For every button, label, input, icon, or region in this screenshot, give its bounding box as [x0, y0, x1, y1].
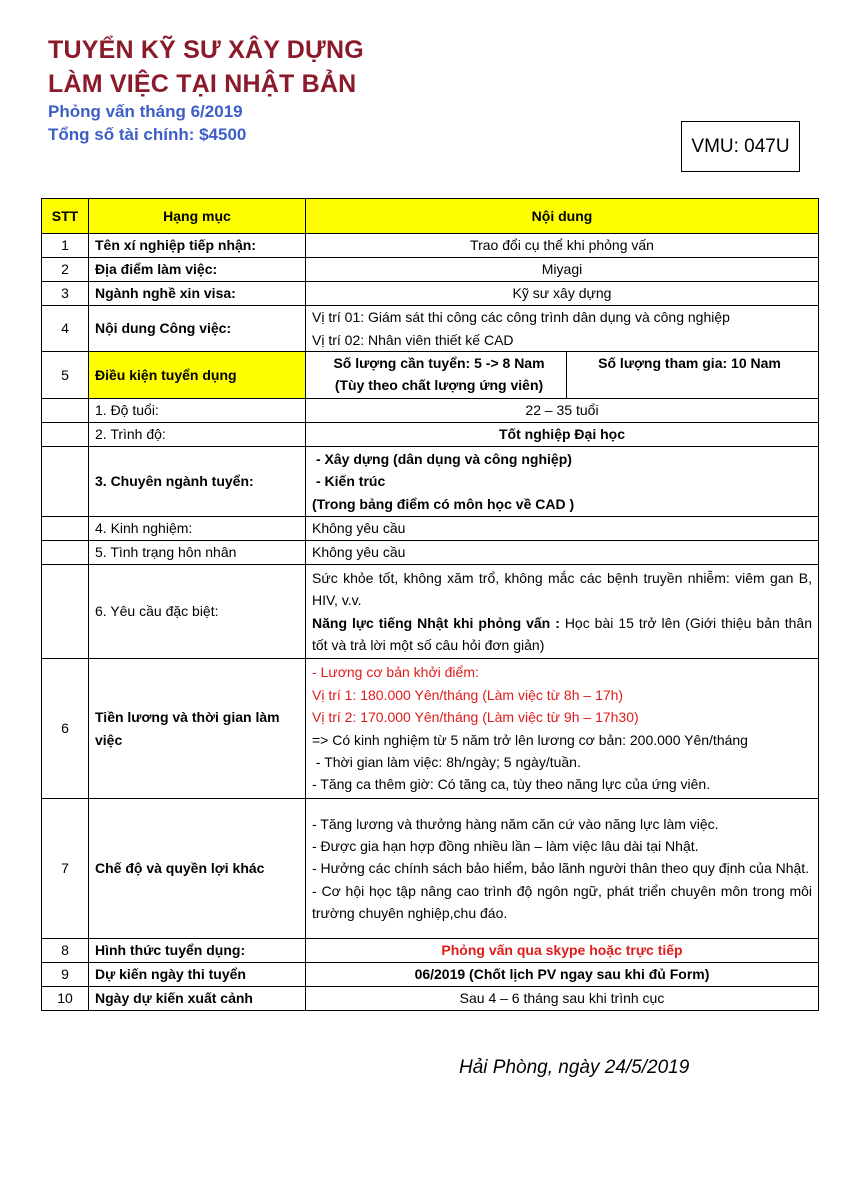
header-content: Nội dung: [306, 199, 819, 234]
interview-month: Phỏng vấn tháng 6/2019: [48, 102, 243, 121]
table-row: [42, 987, 819, 1011]
language-requirement-detail: Học bài 15 trở lên (Giới thiệu bản thân tốt và trả lời một số câu hỏi đơn giản): [312, 614, 812, 653]
benefit-1: - Tăng lương và thưởng hàng năm căn cứ vào năng lực làm việc.: [312, 815, 719, 832]
title-line-1: TUYỂN KỸ SƯ XÂY DỰNG: [48, 36, 364, 64]
table-row: [42, 799, 819, 939]
salary-experienced: => Có kinh nghiệm từ 5 năm trở lên lương cơ bản: 200.000 Yên/tháng: [312, 731, 748, 748]
job-position-1: Vị trí 01: Giám sát thi công các công trình dân dụng và công nghiệp: [312, 309, 730, 326]
row-content: Trao đổi cụ thể khi phỏng vấn: [306, 234, 819, 258]
recruit-quantity-note: (Tùy theo chất lượng ứng viên): [334, 377, 544, 394]
recruit-quantity-value: Số lượng cần tuyển: 5 -> 8 Nam: [333, 355, 545, 371]
benefit-4: - Cơ hội học tập nâng cao trình độ ngôn ngữ, phát triển chuyên môn trong môi trường chuyên nghiệp,chu đáo.: [312, 882, 812, 922]
row-stt: 2: [42, 258, 89, 282]
row-item: 4. Kinh nghiệm:: [89, 517, 306, 541]
row-content: 06/2019 (Chốt lịch PV ngay sau khi đủ Form): [306, 963, 819, 987]
benefit-2: - Được gia hạn hợp đồng nhiều lần – làm việc lâu dài tại Nhật.: [312, 837, 699, 854]
recruit-quantity: [312, 352, 567, 398]
row-stt-empty: [42, 423, 89, 447]
row-item: Chế độ và quyền lợi khác: [89, 799, 306, 939]
job-table: [41, 198, 819, 1011]
benefit-3: - Hưởng các chính sách bảo hiểm, bảo lãnh người thân theo quy định của Nhật.: [312, 860, 810, 877]
row-content: 22 – 35 tuổi: [306, 399, 819, 423]
table-row: [42, 541, 819, 565]
overtime: - Tăng ca thêm giờ: Có tăng ca, tùy theo năng lực của ứng viên.: [312, 776, 711, 793]
working-hours: - Thời gian làm việc: 8h/ngày; 5 ngày/tuần.: [312, 753, 581, 770]
row-item: Tiền lương và thời gian làm việc: [89, 659, 306, 799]
row-content: [306, 565, 819, 659]
salary-position-1: Vị trí 1: 180.000 Yên/tháng (Làm việc từ 8h – 17h): [312, 686, 624, 703]
row-stt: 6: [42, 659, 89, 799]
row-item: 1. Độ tuổi:: [89, 399, 306, 423]
table-row: [42, 939, 819, 963]
table-row: [42, 517, 819, 541]
row-stt: 10: [42, 987, 89, 1011]
header-stt: STT: [42, 199, 89, 234]
row-item: Hình thức tuyển dụng:: [89, 939, 306, 963]
row-item: Nội dung Công việc:: [89, 306, 306, 352]
row-stt: 5: [42, 352, 89, 399]
participant-quantity: Số lượng tham gia: 10 Nam: [598, 355, 781, 371]
row-content: [306, 352, 819, 399]
language-requirement: [312, 612, 812, 657]
major-2: - Kiến trúc: [316, 473, 386, 490]
language-requirement-label: Năng lực tiếng Nhật khi phỏng vấn :: [312, 614, 560, 631]
row-content: Miyagi: [306, 258, 819, 282]
row-item: 6. Yêu cầu đặc biệt:: [89, 565, 306, 659]
row-stt-empty: [42, 541, 89, 565]
place-date: Hải Phòng, ngày 24/5/2019: [459, 1057, 690, 1078]
row-item: Ngành nghề xin visa:: [89, 282, 306, 306]
row-content: Không yêu cầu: [306, 517, 819, 541]
table-row: [42, 659, 819, 799]
table-row: [42, 352, 819, 399]
health-requirement: Sức khỏe tốt, không xăm trổ, không mắc các bệnh truyền nhiễm: viêm gan B, HIV, v.v.: [312, 569, 812, 609]
row-content: Sau 4 – 6 tháng sau khi trình cục: [306, 987, 819, 1011]
row-stt-empty: [42, 517, 89, 541]
table-row: [42, 282, 819, 306]
major-1: - Xây dựng (dân dụng và công nghiệp): [316, 450, 572, 467]
row-item: 3. Chuyên ngành tuyển:: [89, 447, 306, 517]
table-row: [42, 399, 819, 423]
table-row: [42, 258, 819, 282]
row-item: Ngày dự kiến xuất cảnh: [89, 987, 306, 1011]
header-item: Hạng mục: [89, 199, 306, 234]
row-content: Không yêu cầu: [306, 541, 819, 565]
row-item: Tên xí nghiệp tiếp nhận:: [89, 234, 306, 258]
row-item: Điều kiện tuyển dụng: [89, 352, 306, 399]
major-note: (Trong bảng điểm có môn học về CAD ): [312, 495, 575, 512]
row-content: [306, 799, 819, 939]
title-line-2: LÀM VIỆC TẠI NHẬT BẢN: [48, 70, 357, 98]
row-content: [306, 659, 819, 799]
salary-position-2: Vị trí 2: 170.000 Yên/tháng (Làm việc từ 9h – 17h30): [312, 709, 639, 726]
job-position-2: Vị trí 02: Nhân viên thiết kế CAD: [312, 331, 514, 348]
row-item: Dự kiến ngày thi tuyển: [89, 963, 306, 987]
table-row: [42, 963, 819, 987]
row-content: [306, 447, 819, 517]
row-content: Phỏng vấn qua skype hoặc trực tiếp: [306, 939, 819, 963]
table-row: [42, 423, 819, 447]
table-row: [42, 306, 819, 352]
row-content: [306, 306, 819, 352]
row-stt: 1: [42, 234, 89, 258]
row-stt: 3: [42, 282, 89, 306]
row-stt: 9: [42, 963, 89, 987]
table-row: [42, 447, 819, 517]
row-stt: 7: [42, 799, 89, 939]
row-item: Địa điểm làm việc:: [89, 258, 306, 282]
vmu-code-box: VMU: 047U: [681, 121, 800, 172]
row-content: Kỹ sư xây dựng: [306, 282, 819, 306]
row-stt-empty: [42, 447, 89, 517]
table-row: [42, 234, 819, 258]
total-finance: Tổng số tài chính: $4500: [48, 125, 247, 144]
salary-heading: - Lương cơ bản khởi điểm:: [312, 664, 479, 681]
row-stt: 4: [42, 306, 89, 352]
row-stt: 8: [42, 939, 89, 963]
table-row: [42, 565, 819, 659]
row-stt-empty: [42, 399, 89, 423]
row-content: Tốt nghiệp Đại học: [306, 423, 819, 447]
row-item: 2. Trình độ:: [89, 423, 306, 447]
table-header-row: [42, 199, 819, 234]
row-item: 5. Tình trạng hôn nhân: [89, 541, 306, 565]
row-stt-empty: [42, 565, 89, 659]
